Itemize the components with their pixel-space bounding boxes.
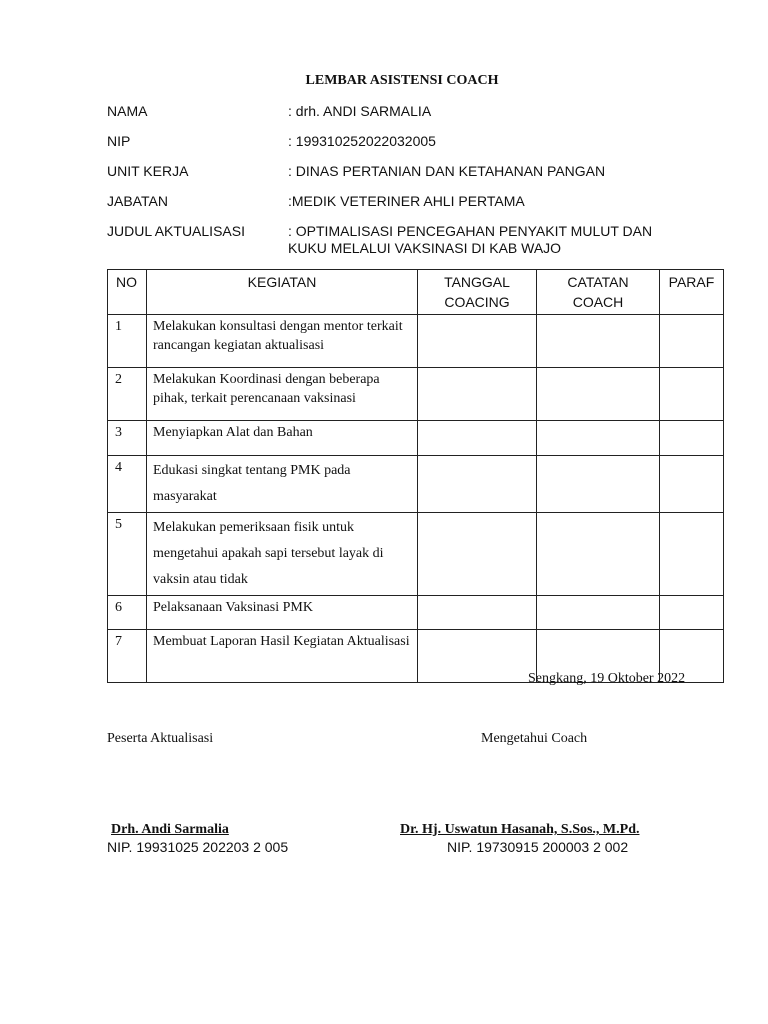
- row-tanggal: [418, 368, 537, 421]
- coaching-table: [107, 269, 724, 683]
- row-kegiatan: Melakukan konsultasi dengan mentor terkait rancangan kegiatan aktualisasi: [147, 315, 418, 368]
- row-kegiatan: Melakukan pemeriksaan fisik untuk mengetahui apakah sapi tersebut layak di vaksin atau tidak: [147, 513, 418, 596]
- row-kegiatan: Edukasi singkat tentang PMK pada masyarakat: [147, 456, 418, 513]
- field-label: JUDUL AKTUALISASI: [107, 223, 245, 239]
- header-tanggal: TANGGAL COACING: [418, 270, 537, 315]
- table-row: [108, 596, 724, 630]
- field-value: : 199310252022032005: [288, 133, 436, 149]
- header-no: NO: [108, 270, 147, 315]
- row-catatan: [537, 368, 660, 421]
- row-catatan: [537, 513, 660, 596]
- signature-right-role: Mengetahui Coach: [481, 731, 588, 746]
- row-tanggal: [418, 315, 537, 368]
- row-no: 1: [108, 315, 147, 368]
- row-no: 2: [108, 368, 147, 421]
- table-row: [108, 513, 724, 596]
- row-paraf: [660, 421, 724, 456]
- row-catatan: [537, 421, 660, 456]
- row-catatan: [537, 456, 660, 513]
- document-title: LEMBAR ASISTENSI COACH: [305, 73, 499, 88]
- row-no: 4: [108, 456, 147, 513]
- row-paraf: [660, 596, 724, 630]
- signature-right-name: Dr. Hj. Uswatun Hasanah, S.Sos., M.Pd.: [400, 822, 640, 837]
- field-label: NIP: [107, 133, 131, 149]
- field-label: NAMA: [107, 103, 148, 119]
- signature-left-name: Drh. Andi Sarmalia: [111, 822, 229, 837]
- row-catatan: [537, 315, 660, 368]
- row-no: 5: [108, 513, 147, 596]
- place-date: Sengkang, 19 Oktober 2022: [528, 671, 686, 686]
- field-value: : drh. ANDI SARMALIA: [288, 103, 432, 119]
- signature-right-nip: NIP. 19730915 200003 2 002: [447, 839, 629, 855]
- row-paraf: [660, 513, 724, 596]
- field-value: : OPTIMALISASI PENCEGAHAN PENYAKIT MULUT DAN KUKU MELALUI VAKSINASI DI KAB WAJO: [288, 223, 653, 256]
- row-no: 7: [108, 630, 147, 683]
- row-catatan: [537, 596, 660, 630]
- signature-left-role: Peserta Aktualisasi: [107, 731, 214, 746]
- row-kegiatan: Pelaksanaan Vaksinasi PMK: [147, 596, 418, 630]
- table-row: [108, 456, 724, 513]
- row-no: 6: [108, 596, 147, 630]
- row-kegiatan: Melakukan Koordinasi dengan beberapa pihak, terkait perencanaan vaksinasi: [147, 368, 418, 421]
- field-label: JABATAN: [107, 193, 168, 209]
- row-paraf: [660, 368, 724, 421]
- row-no: 3: [108, 421, 147, 456]
- row-paraf: [660, 456, 724, 513]
- row-tanggal: [418, 596, 537, 630]
- row-tanggal: [418, 513, 537, 596]
- header-kegiatan: KEGIATAN: [147, 270, 418, 315]
- field-label: UNIT KERJA: [107, 163, 189, 179]
- row-paraf: [660, 315, 724, 368]
- table-row: [108, 315, 724, 368]
- header-paraf: PARAF: [660, 270, 724, 315]
- header-catatan: CATATAN COACH: [537, 270, 660, 315]
- table-row: [108, 421, 724, 456]
- row-tanggal: [418, 421, 537, 456]
- field-value: : DINAS PERTANIAN DAN KETAHANAN PANGAN: [288, 163, 606, 179]
- row-kegiatan: Membuat Laporan Hasil Kegiatan Aktualisasi: [147, 630, 418, 683]
- field-value: :MEDIK VETERINER AHLI PERTAMA: [288, 193, 525, 209]
- row-tanggal: [418, 456, 537, 513]
- row-kegiatan: Menyiapkan Alat dan Bahan: [147, 421, 418, 456]
- signature-left-nip: NIP. 19931025 202203 2 005: [107, 839, 289, 855]
- table-row: [108, 368, 724, 421]
- table-header-row: [108, 270, 724, 315]
- row-tanggal: [418, 630, 537, 683]
